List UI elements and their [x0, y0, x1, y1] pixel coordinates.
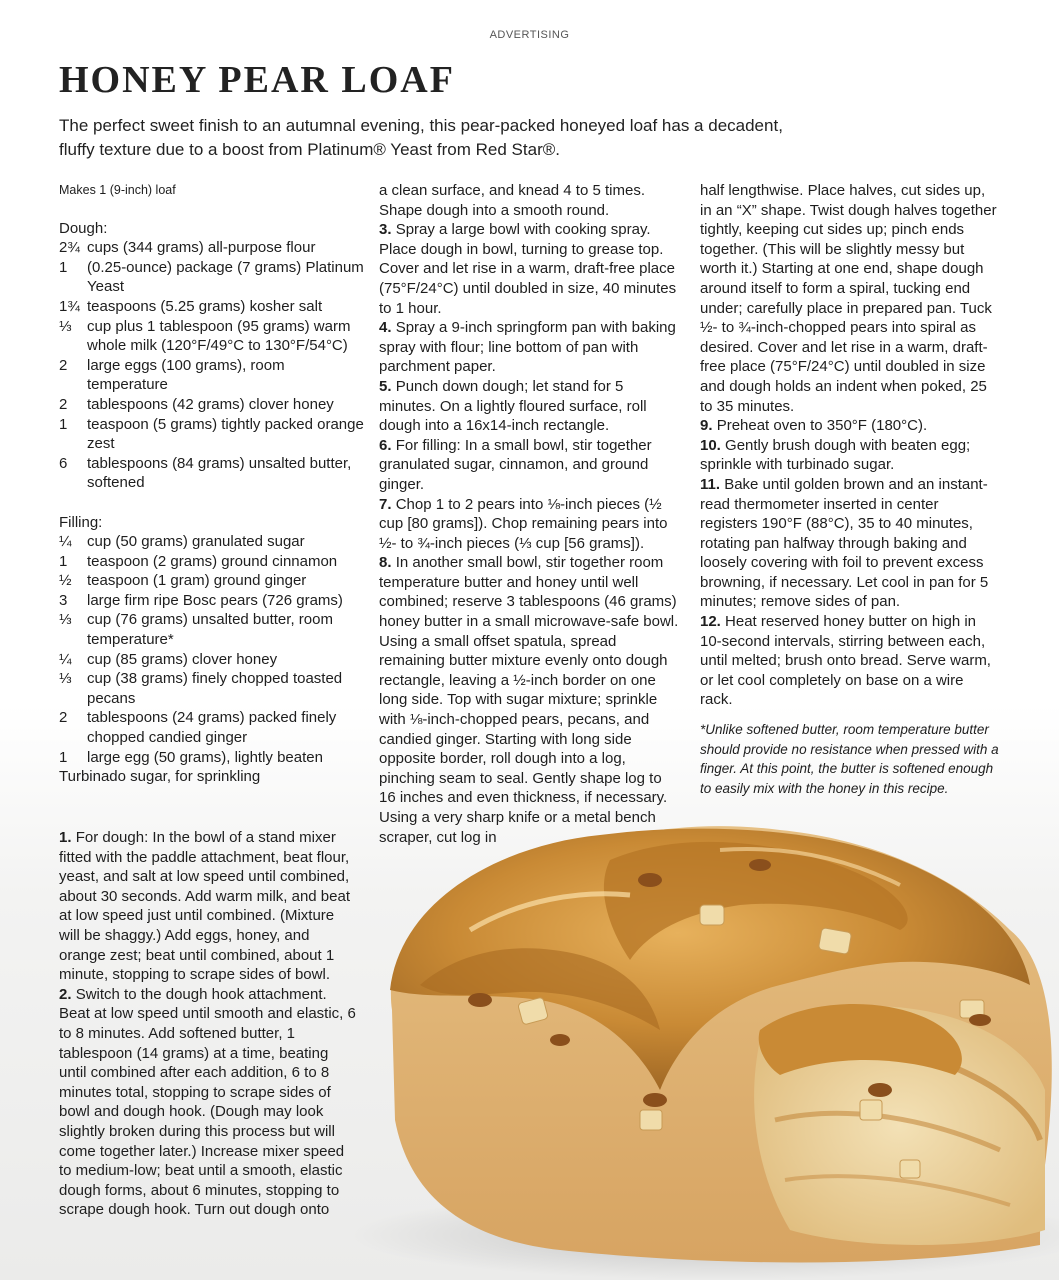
- step-12: [700, 612, 1000, 710]
- ingredient-quantity: 1: [59, 552, 68, 570]
- ingredient-text: cup (76 grams) unsalted butter, room temperature*: [87, 611, 333, 649]
- ingredient-row: [59, 395, 364, 415]
- step-3: [379, 220, 679, 318]
- steps-column-1: [59, 828, 359, 1220]
- ingredient-quantity: 2: [59, 356, 68, 374]
- ingredient-row: [59, 708, 364, 747]
- ingredient-row: [59, 454, 364, 493]
- step-number: 2.: [59, 985, 72, 1003]
- ingredient-quantity: ⅓: [59, 670, 72, 688]
- step-continuation: half lengthwise. Place halves, cut sides up, in an “X” shape. Twist dough halves together tightly, keeping cut sides up; pinch ends together. (This will be slightly messy but worth it.) Starting at one end, shape dough around itself to form a spiral, tucking end under; carefully place in prepared pan. Tuck ½- to ¾-inch-chopped pears into spiral as desired. Cover and let rise in a warm, draft-free place (75°F/24°C) until doubled in size and dough holds an indent when poked, 25 to 35 minutes.: [700, 182, 997, 415]
- ingredient-row: [59, 571, 364, 591]
- ingredient-quantity: ¼: [59, 533, 72, 551]
- ingredient-text: cups (344 grams) all-purpose flour: [87, 239, 316, 257]
- step-number: 12.: [700, 613, 721, 631]
- step-number: 4.: [379, 319, 392, 337]
- ingredient-text: tablespoons (84 grams) unsalted butter, softened: [87, 454, 352, 492]
- butter-footnote: *Unlike softened butter, room temperature butter should provide no resistance when pressed with a finger. At this point, the butter is softened enough to easily mix with the honey in this recipe.: [700, 722, 999, 796]
- ingredient-row: [59, 552, 364, 572]
- ingredient-row: [59, 356, 364, 395]
- ingredient-quantity: 2: [59, 709, 68, 727]
- step-number: 8.: [379, 554, 392, 572]
- ingredient-text: (0.25-ounce) package (7 grams) Platinum Yeast: [87, 258, 364, 296]
- ingredients-column: [59, 181, 364, 787]
- ingredient-text: teaspoon (1 gram) ground ginger: [87, 572, 307, 590]
- dough-ingredients: [59, 238, 364, 493]
- steps-column-3: [700, 181, 1000, 798]
- step-text: Gently brush dough with beaten egg; sprinkle with turbinado sugar.: [700, 436, 971, 474]
- ingredient-row: [59, 258, 364, 297]
- ingredient-quantity: ½: [59, 572, 72, 590]
- step-number: 9.: [700, 417, 713, 435]
- dough-heading: Dough:: [59, 219, 108, 237]
- ingredient-text: cup (50 grams) granulated sugar: [87, 533, 305, 551]
- step-8: [379, 553, 679, 847]
- ingredient-row: [59, 610, 364, 649]
- ingredient-quantity: 1: [59, 415, 68, 433]
- ingredient-text: teaspoons (5.25 grams) kosher salt: [87, 297, 323, 315]
- step-6: [379, 436, 679, 495]
- ingredient-row: [59, 650, 364, 670]
- step-text: Chop 1 to 2 pears into ⅛-inch pieces (½ cup [80 grams]). Chop remaining pears into ½- to ¾-inch pieces (⅓ cup [56 grams]).: [379, 495, 668, 552]
- step-text: For dough: In the bowl of a stand mixer fitted with the paddle attachment, beat flour, yeast, and salt at low speed until combined, about 30 seconds. Add warm milk, and beat at low speed just until combined. (Mixture will be shaggy.) Add eggs, honey, and orange zest; beat until combined, about 1 minute, stopping to scrape sides of bowl.: [59, 829, 351, 984]
- ingredient-quantity: ¼: [59, 650, 72, 668]
- ingredient-quantity: 1: [59, 258, 68, 276]
- ingredient-row: [59, 532, 364, 552]
- ingredient-text: teaspoon (2 grams) ground cinnamon: [87, 552, 338, 570]
- filling-heading: Filling:: [59, 513, 103, 531]
- ingredient-quantity: 3: [59, 591, 68, 609]
- step-number: 11.: [700, 475, 721, 493]
- ingredient-text: large firm ripe Bosc pears (726 grams): [87, 591, 343, 609]
- step-text: In another small bowl, stir together room temperature butter and honey until well combined; reserve 3 tablespoons (46 grams) honey butter in a small microwave-safe bowl. Using a small offset spatula, spread remaining butter mixture evenly onto dough rectangle, leaving a ½-inch border on one long side. Top with sugar mixture; sprinkle with ⅛-inch-chopped pears, pecans, and candied ginger. Starting with long side opposite border, roll dough into a log, pinching seam to seal. Gently shape log to 16 inches and even thickness, if necessary. Using a very sharp knife or a metal bench scraper, cut log in: [379, 554, 679, 846]
- step-text: Switch to the dough hook attachment. Beat at low speed until smooth and elastic, 6 to 8 minutes. Add softened butter, 1 tablespoon (14 grams) at a time, beating until combined after each addition, 6 to 8 minutes total, stopping to scrape sides of bowl and dough hook. (Dough may look slightly broken during this process but will come together later.) Increase mixer speed to medium-low; beat until a smooth, elastic dough forms, about 6 minutes, stopping to scrape dough hook. Turn out dough onto: [59, 985, 356, 1219]
- steps-column-2: [379, 181, 679, 847]
- step-1: [59, 828, 359, 985]
- step-2: [59, 985, 359, 1220]
- step-number: 1.: [59, 829, 72, 846]
- ingredient-text: Turbinado sugar, for sprinkling: [59, 768, 261, 786]
- ingredient-text: cup (38 grams) finely chopped toasted pecans: [87, 670, 343, 707]
- step-number: 10.: [700, 436, 721, 454]
- ingredient-quantity: 1¾: [59, 297, 80, 315]
- step-text: Preheat oven to 350°F (180°C).: [716, 417, 928, 435]
- filling-ingredients: [59, 532, 364, 787]
- recipe-title: HONEY PEAR LOAF: [59, 59, 455, 101]
- step-number: 7.: [379, 495, 392, 513]
- step-7: [379, 495, 679, 554]
- ingredient-row: [59, 591, 364, 611]
- ingredient-row: [59, 317, 364, 356]
- ingredient-quantity: 1: [59, 748, 68, 766]
- step-text: For filling: In a small bowl, stir together granulated sugar, cinnamon, and ground ginger.: [379, 436, 652, 493]
- ingredient-text: cup (85 grams) clover honey: [87, 650, 278, 668]
- ingredient-text: large egg (50 grams), lightly beaten: [87, 748, 323, 766]
- ingredient-text: tablespoons (42 grams) clover honey: [87, 395, 334, 413]
- ingredient-row: [59, 238, 364, 258]
- ingredient-text: cup plus 1 tablespoon (95 grams) warm whole milk (120°F/49°C to 130°F/54°C): [87, 317, 351, 355]
- step-text: Punch down dough; let stand for 5 minutes. On a lightly floured surface, roll dough into a 16x14-inch rectangle.: [379, 377, 647, 435]
- step-text: Spray a large bowl with cooking spray. Place dough in bowl, turning to grease top. Cover and let rise in a warm, draft-free place (75°F/24°C) until doubled in size, 40 minutes to 1 hour.: [379, 221, 677, 317]
- step-9: [700, 416, 1000, 436]
- step-number: 3.: [379, 221, 392, 239]
- step-number: 5.: [379, 377, 392, 395]
- step-number: 6.: [379, 436, 392, 454]
- step-text: Heat reserved honey butter on high in 10-second intervals, stirring between each, until melted; brush onto bread. Serve warm, or let cool completely on base on a wire rack.: [700, 613, 991, 709]
- ingredient-quantity: 2¾: [59, 239, 80, 257]
- recipe-yield: Makes 1 (9-inch) loaf: [59, 183, 176, 197]
- ingredient-text: teaspoon (5 grams) tightly packed orange zest: [87, 415, 364, 453]
- ingredient-quantity: 6: [59, 454, 68, 472]
- recipe-intro: The perfect sweet finish to an autumnal evening, this pear-packed honeyed loaf has a decadent, fluffy texture due to a boost from Platinum® Yeast from Red Star®.: [59, 116, 783, 159]
- advertising-label: ADVERTISING: [489, 29, 570, 41]
- step-4: [379, 318, 679, 377]
- ingredient-text: large eggs (100 grams), room temperature: [87, 356, 285, 394]
- ingredient-quantity: ⅓: [59, 611, 72, 629]
- step-10: [700, 436, 1000, 475]
- step-5: [379, 377, 679, 436]
- ingredient-row: [59, 415, 364, 454]
- step-continuation: a clean surface, and knead 4 to 5 times. Shape dough into a smooth round.: [379, 182, 645, 219]
- ingredient-text: tablespoons (24 grams) packed finely chopped candied ginger: [87, 709, 337, 747]
- ingredient-quantity: 2: [59, 395, 68, 413]
- ingredient-row: [59, 669, 364, 708]
- step-text: Bake until golden brown and an instant-read thermometer inserted in center registers 190°F (88°C), 35 to 40 minutes, rotating pan halfway through baking and loosely covering with foil to prevent excess browning, if necessary. Let cool in pan for 5 minutes; remove sides of pan.: [700, 475, 989, 611]
- step-text: Spray a 9-inch springform pan with baking spray with flour; line bottom of pan with parchment paper.: [379, 319, 676, 376]
- ingredient-row: [59, 297, 364, 317]
- ingredient-row: [59, 748, 364, 768]
- ingredient-quantity: ⅓: [59, 317, 72, 335]
- step-11: [700, 475, 1000, 612]
